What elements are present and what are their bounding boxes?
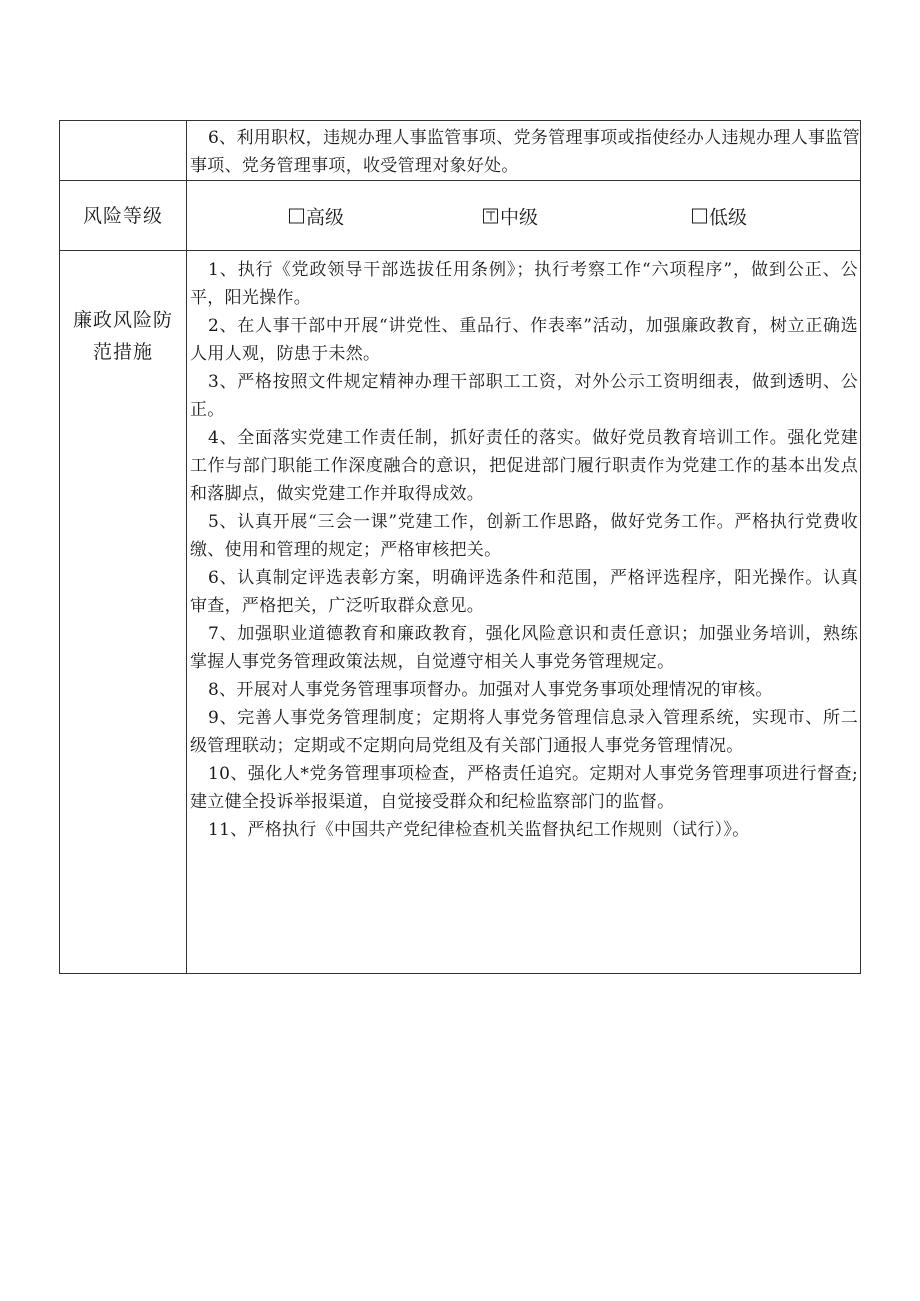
risk-option-low-label: 低级 xyxy=(709,206,748,228)
measure-item: 3、严格按照文件规定精神办理干部职工工资，对外公示工资明细表，做到透明、公正。 xyxy=(190,372,858,420)
measure-item: 11、严格执行《中国共产党纪律检查机关监督执纪工作规则（试行）》。 xyxy=(208,820,750,840)
checkbox-medium-checked-icon[interactable] xyxy=(483,208,498,223)
risk-option-medium-label: 中级 xyxy=(500,206,539,228)
prevention-measures-label-line2: 范措施 xyxy=(92,341,153,363)
prevention-measures-row xyxy=(60,251,861,974)
checkbox-low-icon[interactable] xyxy=(692,208,707,223)
measure-item: 5、认真开展“三会一课”党建工作，创新工作思路，做好党务工作。严格执行党费收缴、使用和管理的规定；严格审核把关。 xyxy=(190,512,858,560)
measure-item: 7、加强职业道德教育和廉政教育，强化风险意识和责任意识；加强业务培训，熟练掌握人事党务管理政策法规，自觉遵守相关人事党务管理规定。 xyxy=(190,624,858,672)
risk-point-text: 6、利用职权，违规办理人事监管事项、党务管理事项或指使经办人违规办理人事监管事项、党务管理事项，收受管理对象好处。 xyxy=(190,128,860,176)
measure-item: 6、认真制定评选表彰方案，明确评选条件和范围，严格评选程序，阳光操作。认真审查，严格把关，广泛听取群众意见。 xyxy=(190,568,858,616)
risk-point-label-cell xyxy=(60,121,187,181)
risk-option-high-label: 高级 xyxy=(306,206,345,228)
measure-item: 1、执行《党政领导干部选拔任用条例》；执行考察工作“六项程序”，做到公正、公平，阳光操作。 xyxy=(190,260,858,308)
measure-item: 4、全面落实党建工作责任制，抓好责任的落实。做好党员教育培训工作。强化党建工作与部门职能工作深度融合的意识，把促进部门履行职责作为党建工作的基本出发点和落脚点，做实党建工作并取得成效。 xyxy=(190,428,858,504)
risk-level-row xyxy=(60,181,861,251)
risk-level-label: 风险等级 xyxy=(60,181,187,251)
measure-item: 8、开展对人事党务管理事项督办。加强对人事党务事项处理情况的审核。 xyxy=(208,680,773,700)
checkbox-high-icon[interactable] xyxy=(289,208,304,223)
measure-item: 9、完善人事党务管理制度；定期将人事党务管理信息录入管理系统，实现市、所二级管理联动；定期或不定期向局党组及有关部门通报人事党务管理情况。 xyxy=(190,708,858,756)
risk-option-low[interactable] xyxy=(692,202,747,229)
risk-form-table xyxy=(59,120,861,974)
prevention-measures-label-line1: 廉政风险防 xyxy=(72,309,173,331)
risk-option-high[interactable] xyxy=(289,202,344,229)
measure-item: 10、强化人*党务管理事项检查，严格责任追究。定期对人事党务管理事项进行督查;建立健全投诉举报渠道，自觉接受群众和纪检监察部门的监督。 xyxy=(190,764,858,812)
measure-item: 2、在人事干部中开展“讲党性、重品行、作表率”活动，加强廉政教育，树立正确选人用人观，防患于未然。 xyxy=(190,316,858,364)
risk-option-medium[interactable] xyxy=(483,202,538,229)
prevention-measures-content xyxy=(187,251,861,974)
risk-level-options xyxy=(187,181,861,251)
prevention-measures-label xyxy=(60,251,187,974)
risk-point-content-cell xyxy=(187,121,861,181)
risk-point-row xyxy=(60,121,861,181)
